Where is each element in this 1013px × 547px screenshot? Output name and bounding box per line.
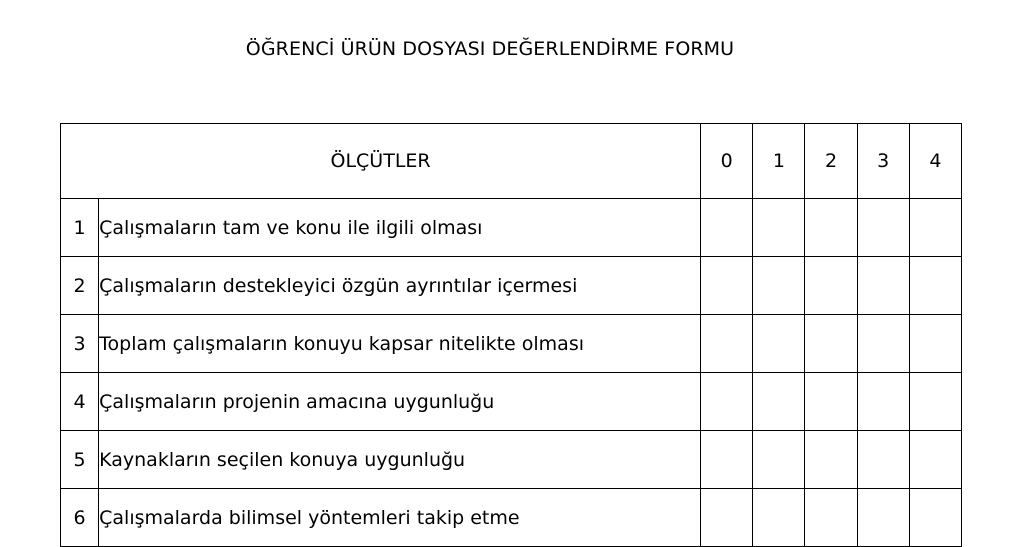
- score-header-3: 3: [857, 124, 909, 199]
- score-header-4: 4: [909, 124, 961, 199]
- table-row: [61, 489, 962, 547]
- criterion-text: Çalışmaların destekleyici özgün ayrıntılar içermesi: [99, 257, 701, 315]
- criteria-header: ÖLÇÜTLER: [61, 124, 701, 199]
- form-title: ÖĞRENCİ ÜRÜN DOSYASI DEĞERLENDİRME FORMU: [245, 38, 735, 60]
- table-row: [61, 373, 962, 431]
- score-cell[interactable]: [909, 199, 961, 257]
- score-cell[interactable]: [857, 257, 909, 315]
- row-number: 1: [61, 199, 99, 257]
- table-header-row: [61, 124, 962, 199]
- row-number: 5: [61, 431, 99, 489]
- score-cell[interactable]: [701, 257, 753, 315]
- score-cell[interactable]: [753, 489, 805, 547]
- score-cell[interactable]: [805, 315, 857, 373]
- score-cell[interactable]: [909, 431, 961, 489]
- criterion-text: Toplam çalışmaların konuyu kapsar nitelikte olması: [99, 315, 701, 373]
- row-number: 2: [61, 257, 99, 315]
- score-cell[interactable]: [701, 315, 753, 373]
- score-cell[interactable]: [753, 199, 805, 257]
- score-cell[interactable]: [857, 373, 909, 431]
- score-cell[interactable]: [909, 315, 961, 373]
- score-cell[interactable]: [805, 199, 857, 257]
- score-cell[interactable]: [909, 257, 961, 315]
- score-cell[interactable]: [805, 257, 857, 315]
- score-header-0: 0: [701, 124, 753, 199]
- criterion-text: Çalışmalarda bilimsel yöntemleri takip etme: [99, 489, 701, 547]
- table-row: [61, 257, 962, 315]
- score-cell[interactable]: [753, 257, 805, 315]
- criterion-text: Çalışmaların projenin amacına uygunluğu: [99, 373, 701, 431]
- row-number: 6: [61, 489, 99, 547]
- score-cell[interactable]: [909, 373, 961, 431]
- table-row: [61, 431, 962, 489]
- score-cell[interactable]: [909, 489, 961, 547]
- score-cell[interactable]: [857, 315, 909, 373]
- table-row: [61, 315, 962, 373]
- score-cell[interactable]: [701, 489, 753, 547]
- score-cell[interactable]: [701, 199, 753, 257]
- score-cell[interactable]: [857, 431, 909, 489]
- score-cell[interactable]: [857, 489, 909, 547]
- score-cell[interactable]: [805, 373, 857, 431]
- score-cell[interactable]: [701, 373, 753, 431]
- score-cell[interactable]: [701, 431, 753, 489]
- score-cell[interactable]: [805, 431, 857, 489]
- table-row: [61, 199, 962, 257]
- score-cell[interactable]: [753, 373, 805, 431]
- score-cell[interactable]: [753, 431, 805, 489]
- score-cell[interactable]: [857, 199, 909, 257]
- score-header-2: 2: [805, 124, 857, 199]
- score-cell[interactable]: [753, 315, 805, 373]
- row-number: 4: [61, 373, 99, 431]
- score-cell[interactable]: [805, 489, 857, 547]
- criterion-text: Kaynakların seçilen konuya uygunluğu: [99, 431, 701, 489]
- criterion-text: Çalışmaların tam ve konu ile ilgili olması: [99, 199, 701, 257]
- evaluation-table: [60, 123, 962, 547]
- score-header-1: 1: [753, 124, 805, 199]
- row-number: 3: [61, 315, 99, 373]
